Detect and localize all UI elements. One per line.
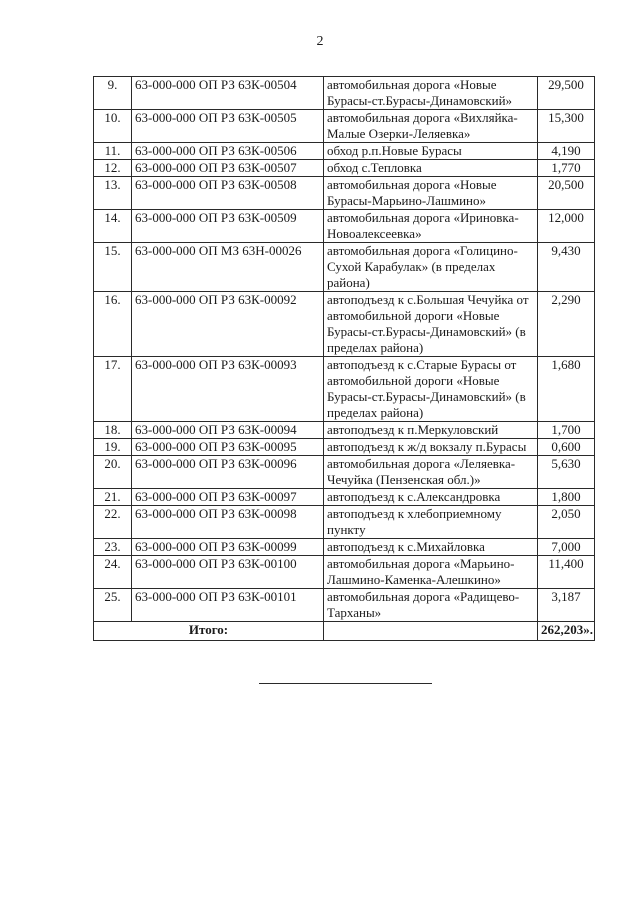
row-number: 20. <box>94 456 132 489</box>
road-length: 4,190 <box>538 143 595 160</box>
road-length: 15,300 <box>538 110 595 143</box>
table-row <box>94 456 595 489</box>
row-number: 12. <box>94 160 132 177</box>
road-length: 12,000 <box>538 210 595 243</box>
road-code: 63-000-000 ОП РЗ 63К-00093 <box>132 357 324 422</box>
road-code: 63-000-000 ОП РЗ 63К-00506 <box>132 143 324 160</box>
table-row <box>94 160 595 177</box>
road-code: 63-000-000 ОП РЗ 63К-00101 <box>132 589 324 622</box>
road-code: 63-000-000 ОП РЗ 63К-00504 <box>132 77 324 110</box>
table-row <box>94 506 595 539</box>
road-length: 20,500 <box>538 177 595 210</box>
total-empty-cell <box>324 622 538 641</box>
row-number: 19. <box>94 439 132 456</box>
row-number: 11. <box>94 143 132 160</box>
total-value: 262,203». <box>538 622 595 641</box>
road-length: 29,500 <box>538 77 595 110</box>
road-length: 5,630 <box>538 456 595 489</box>
road-name: автомобильная дорога «Радищево-Тарханы» <box>324 589 538 622</box>
road-name: автомобильная дорога «Марьино-Лашмино-Каменка-Алешкино» <box>324 556 538 589</box>
table-row <box>94 110 595 143</box>
roads-table-body <box>94 77 595 641</box>
road-name: обход с.Тепловка <box>324 160 538 177</box>
row-number: 25. <box>94 589 132 622</box>
road-name: автомобильная дорога «Новые Бурасы-Марьино-Лашмино» <box>324 177 538 210</box>
table-row <box>94 210 595 243</box>
page-number: 2 <box>316 34 324 49</box>
table-row <box>94 556 595 589</box>
road-code: 63-000-000 ОП РЗ 63К-00095 <box>132 439 324 456</box>
table-row <box>94 143 595 160</box>
road-name: автоподъезд к с.Михайловка <box>324 539 538 556</box>
road-name: автомобильная дорога «Леляевка-Чечуйка (Пензенская обл.)» <box>324 456 538 489</box>
closing-rule <box>259 683 432 684</box>
road-length: 11,400 <box>538 556 595 589</box>
table-row <box>94 439 595 456</box>
table-row <box>94 292 595 357</box>
road-code: 63-000-000 ОП РЗ 63К-00097 <box>132 489 324 506</box>
road-code: 63-000-000 ОП РЗ 63К-00099 <box>132 539 324 556</box>
row-number: 23. <box>94 539 132 556</box>
road-length: 1,770 <box>538 160 595 177</box>
total-row <box>94 622 595 641</box>
road-name: автомобильная дорога «Новые Бурасы-ст.Бурасы-Динамовский» <box>324 77 538 110</box>
road-name: автомобильная дорога «Ириновка-Новоалексеевка» <box>324 210 538 243</box>
road-code: 63-000-000 ОП РЗ 63К-00507 <box>132 160 324 177</box>
road-length: 3,187 <box>538 589 595 622</box>
road-length: 0,600 <box>538 439 595 456</box>
table-row <box>94 357 595 422</box>
road-code: 63-000-000 ОП РЗ 63К-00094 <box>132 422 324 439</box>
table-row <box>94 177 595 210</box>
row-number: 22. <box>94 506 132 539</box>
road-name: автоподъезд к п.Меркуловский <box>324 422 538 439</box>
road-code: 63-000-000 ОП МЗ 63Н-00026 <box>132 243 324 292</box>
table-row <box>94 539 595 556</box>
road-code: 63-000-000 ОП РЗ 63К-00508 <box>132 177 324 210</box>
road-code: 63-000-000 ОП РЗ 63К-00100 <box>132 556 324 589</box>
road-length: 1,680 <box>538 357 595 422</box>
table-row <box>94 243 595 292</box>
row-number: 15. <box>94 243 132 292</box>
row-number: 9. <box>94 77 132 110</box>
road-name: обход р.п.Новые Бурасы <box>324 143 538 160</box>
road-length: 2,050 <box>538 506 595 539</box>
row-number: 17. <box>94 357 132 422</box>
table-row <box>94 422 595 439</box>
road-length: 7,000 <box>538 539 595 556</box>
road-length: 1,700 <box>538 422 595 439</box>
road-length: 9,430 <box>538 243 595 292</box>
total-label: Итого: <box>94 622 324 641</box>
road-name: автоподъезд к с.Александровка <box>324 489 538 506</box>
row-number: 14. <box>94 210 132 243</box>
row-number: 10. <box>94 110 132 143</box>
road-code: 63-000-000 ОП РЗ 63К-00092 <box>132 292 324 357</box>
road-name: автоподъезд к ж/д вокзалу п.Бурасы <box>324 439 538 456</box>
row-number: 13. <box>94 177 132 210</box>
row-number: 21. <box>94 489 132 506</box>
road-name: автоподъезд к хлебоприемному пункту <box>324 506 538 539</box>
table-row <box>94 489 595 506</box>
road-name: автоподъезд к с.Большая Чечуйка от автомобильной дороги «Новые Бурасы-ст.Бурасы-Динамовский» (в пределах района) <box>324 292 538 357</box>
road-code: 63-000-000 ОП РЗ 63К-00505 <box>132 110 324 143</box>
road-name: автоподъезд к с.Старые Бурасы от автомобильной дороги «Новые Бурасы-ст.Бурасы-Динамовский» (в пределах района) <box>324 357 538 422</box>
road-name: автомобильная дорога «Вихляйка-Малые Озерки-Леляевка» <box>324 110 538 143</box>
road-code: 63-000-000 ОП РЗ 63К-00096 <box>132 456 324 489</box>
road-name: автомобильная дорога «Голицино-Сухой Карабулак» (в пределах района) <box>324 243 538 292</box>
row-number: 16. <box>94 292 132 357</box>
road-code: 63-000-000 ОП РЗ 63К-00509 <box>132 210 324 243</box>
road-length: 2,290 <box>538 292 595 357</box>
road-code: 63-000-000 ОП РЗ 63К-00098 <box>132 506 324 539</box>
row-number: 24. <box>94 556 132 589</box>
row-number: 18. <box>94 422 132 439</box>
table-row <box>94 589 595 622</box>
table-row <box>94 77 595 110</box>
road-length: 1,800 <box>538 489 595 506</box>
roads-table <box>93 76 595 641</box>
